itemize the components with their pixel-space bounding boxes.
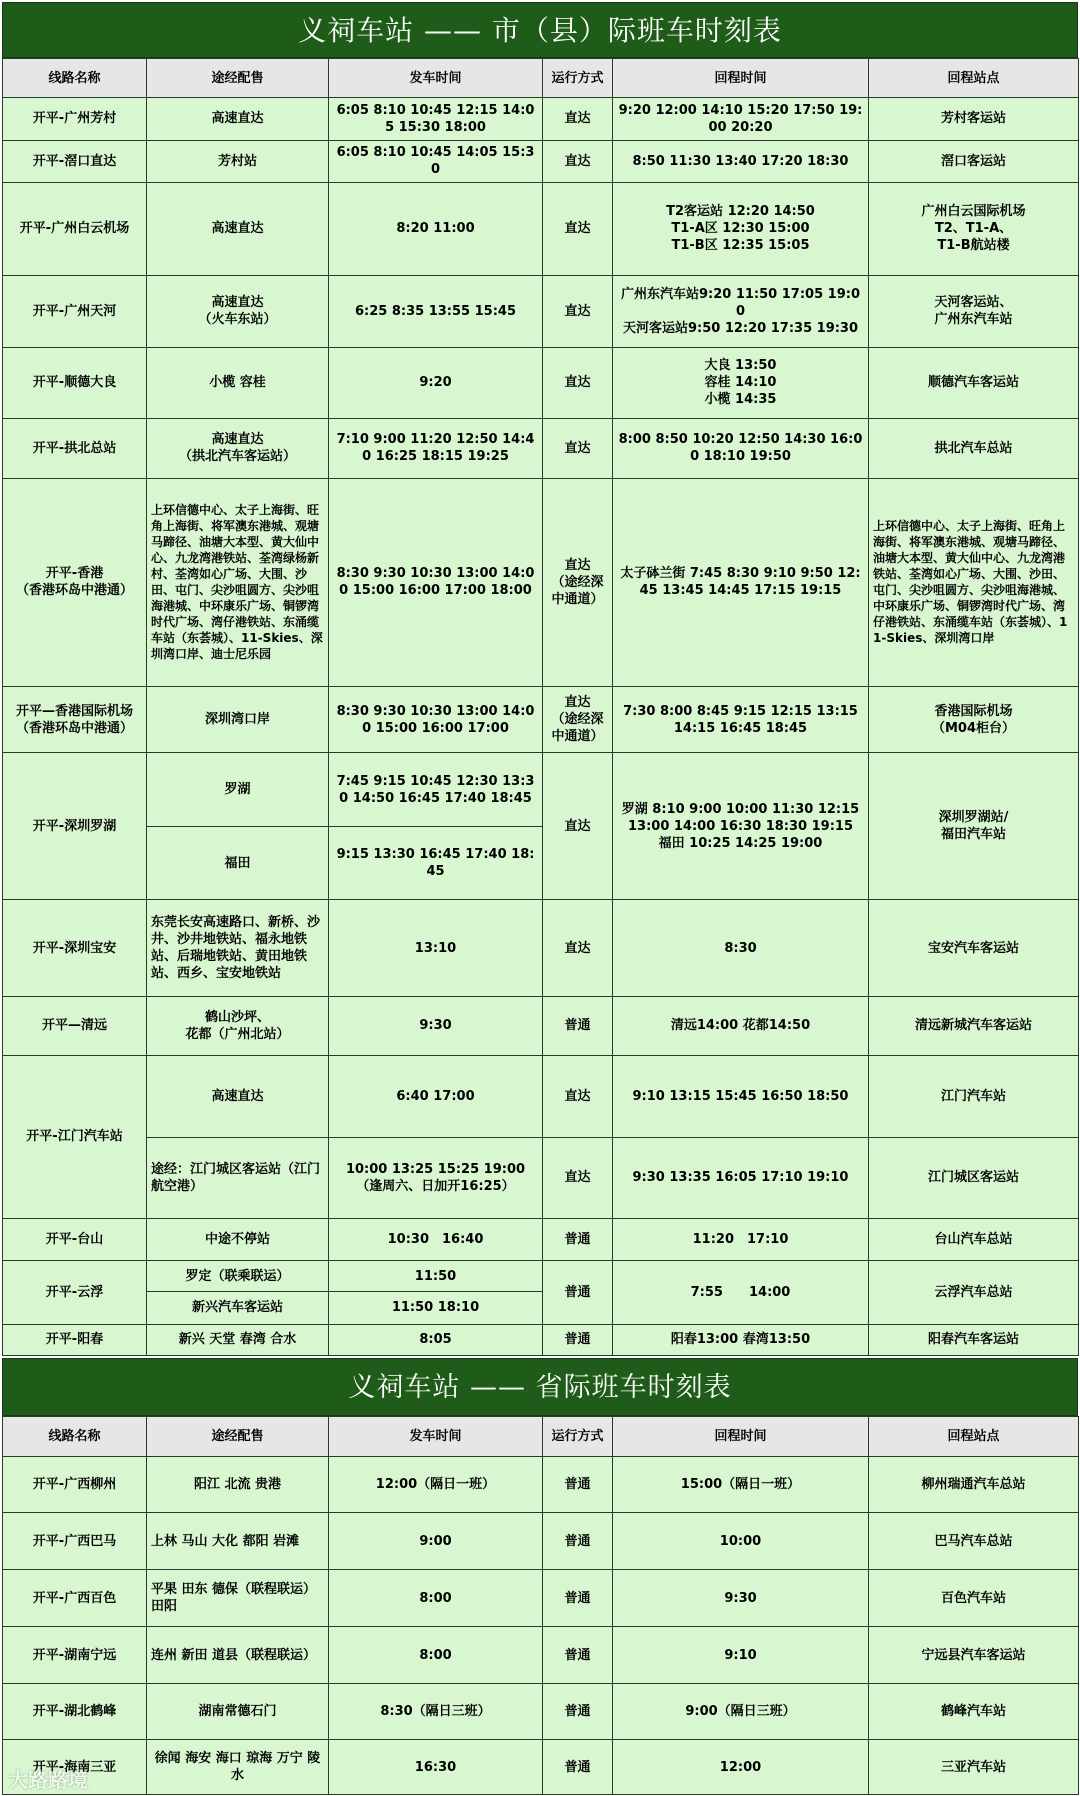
return-station: 深圳罗湖站/ 福田汽车站 [869, 753, 1079, 900]
route-name: 开平-湖北鹤峰 [3, 1684, 147, 1740]
run-mode: 普通 [543, 1513, 613, 1570]
return-times: 罗湖 8:10 9:00 10:00 11:30 12:15 13:00 14:00 16:30 18:30 19:15 福田 10:25 14:25 19:00 [613, 753, 869, 900]
return-times: 太子砵兰街 7:45 8:30 9:10 9:50 12:45 13:45 14:45 17:15 19:15 [613, 479, 869, 687]
return-times: 10:00 [613, 1513, 869, 1570]
route-name: 开平-深圳罗湖 [3, 753, 147, 900]
return-station: 江门城区客运站 [869, 1138, 1079, 1219]
return-station: 鹤峰汽车站 [869, 1684, 1079, 1740]
depart-times: 8:05 [329, 1324, 543, 1355]
return-station: 百色汽车站 [869, 1570, 1079, 1627]
section1-title-text: 义祠车站 —— 市（县）际班车时刻表 [298, 14, 782, 47]
table-row [3, 1684, 1079, 1740]
section2-title [2, 1358, 1078, 1416]
return-times: 广州东汽车站9:20 11:50 17:05 19:00 天河客运站9:50 12:20 17:35 19:30 [613, 275, 869, 348]
return-station: 芳村客运站 [869, 98, 1079, 140]
run-mode: 普通 [543, 1627, 613, 1684]
depart-times: 6:25 8:35 13:55 15:45 [329, 275, 543, 348]
depart-times: 8:30 9:30 10:30 13:00 14:00 15:00 16:00 17:00 [329, 686, 543, 753]
via-stops: 高速直达 [147, 98, 329, 140]
header-return: 回程时间 [613, 59, 869, 98]
table-header [3, 59, 1079, 98]
table-row [3, 1513, 1079, 1570]
run-mode: 直达 [543, 275, 613, 348]
return-times: 8:30 [613, 900, 869, 997]
depart-times: 6:40 17:00 [329, 1055, 543, 1138]
table-row [3, 1627, 1079, 1684]
route-name: 开平-海南三亚 [3, 1740, 147, 1795]
route-name: 开平-台山 [3, 1218, 147, 1260]
via-stops: 罗定（联乘联运） [147, 1261, 329, 1292]
via-stops: 平果 田东 德保（联程联运） 田阳 [147, 1570, 329, 1627]
return-times: T2客运站 12:20 14:50 T1-A区 12:30 15:00 T1-B区 12:35 15:05 [613, 182, 869, 275]
return-station: 天河客运站、 广州东汽车站 [869, 275, 1079, 348]
header-depart: 发车时间 [329, 1417, 543, 1457]
return-times: 9:30 [613, 1570, 869, 1627]
run-mode: 直达 [543, 1055, 613, 1138]
return-times: 15:00（隔日一班） [613, 1457, 869, 1513]
return-times: 9:20 12:00 14:10 15:20 17:50 19:00 20:20 [613, 98, 869, 140]
return-station: 滘口客运站 [869, 140, 1079, 182]
run-mode: 直达 [543, 753, 613, 900]
route-name: 开平-拱北总站 [3, 418, 147, 478]
via-stops: 芳村站 [147, 140, 329, 182]
run-mode: 普通 [543, 1261, 613, 1324]
route-name: 开平-广西柳州 [3, 1457, 147, 1513]
run-mode: 直达 （途经深中通道） [543, 479, 613, 687]
interprovincial-timetable [2, 1416, 1079, 1795]
route-name: 开平-深圳宝安 [3, 900, 147, 997]
depart-times: 12:00（隔日一班） [329, 1457, 543, 1513]
return-times: 9:10 13:15 15:45 16:50 18:50 [613, 1055, 869, 1138]
table-row [3, 418, 1079, 478]
run-mode: 直达 [543, 98, 613, 140]
depart-times: 9:30 [329, 997, 543, 1055]
route-name: 开平-广西百色 [3, 1570, 147, 1627]
return-times: 9:30 13:35 16:05 17:10 19:10 [613, 1138, 869, 1219]
return-times: 8:00 8:50 10:20 12:50 14:30 16:00 18:10 19:50 [613, 418, 869, 478]
depart-times: 9:20 [329, 348, 543, 419]
header-route: 线路名称 [3, 1417, 147, 1457]
return-station: 顺德汽车客运站 [869, 348, 1079, 419]
run-mode: 普通 [543, 1324, 613, 1355]
via-stops: 高速直达 [147, 182, 329, 275]
run-mode: 直达 [543, 182, 613, 275]
table-row [3, 1218, 1079, 1260]
run-mode: 直达 [543, 900, 613, 997]
via-stops: 上林 马山 大化 都阳 岩滩 [147, 1513, 329, 1570]
via-stops: 高速直达 [147, 1055, 329, 1138]
via-stops: 新兴汽车客运站 [147, 1292, 329, 1324]
via-stops: 东莞长安高速路口、新桥、沙井、沙井地铁站、福永地铁站、后瑞地铁站、黄田地铁站、西乡、宝安地铁站 [147, 900, 329, 997]
table-row [3, 1740, 1079, 1795]
via-stops: 深圳湾口岸 [147, 686, 329, 753]
depart-times: 8:30（隔日三班） [329, 1684, 543, 1740]
table-row [3, 1570, 1079, 1627]
route-name: 开平-广西巴马 [3, 1513, 147, 1570]
route-name: 开平-广州天河 [3, 275, 147, 348]
return-times: 清远14:00 花都14:50 [613, 997, 869, 1055]
header-via: 途经配售 [147, 1417, 329, 1457]
depart-times: 10:00 13:25 15:25 19:00 （逢周六、日加开16:25） [329, 1138, 543, 1219]
header-mode: 运行方式 [543, 1417, 613, 1457]
return-times: 7:30 8:00 8:45 9:15 12:15 13:15 14:15 16:45 18:45 [613, 686, 869, 753]
table-row [3, 140, 1079, 182]
route-name: 开平-云浮 [3, 1261, 147, 1324]
depart-times: 11:50 18:10 [329, 1292, 543, 1324]
return-times: 阳春13:00 春湾13:50 [613, 1324, 869, 1355]
return-station: 台山汽车总站 [869, 1218, 1079, 1260]
return-station: 拱北汽车总站 [869, 418, 1079, 478]
via-stops: 徐闻 海安 海口 琼海 万宁 陵水 [147, 1740, 329, 1795]
return-times: 12:00 [613, 1740, 869, 1795]
return-times: 大良 13:50 容桂 14:10 小榄 14:35 [613, 348, 869, 419]
route-name: 开平-顺德大良 [3, 348, 147, 419]
route-name: 开平-广州白云机场 [3, 182, 147, 275]
table-row [3, 1324, 1079, 1355]
via-stops: 罗湖 [147, 753, 329, 827]
depart-times: 7:10 9:00 11:20 12:50 14:40 16:25 18:15 19:25 [329, 418, 543, 478]
return-station: 三亚汽车站 [869, 1740, 1079, 1795]
header-depart: 发车时间 [329, 59, 543, 98]
table-row [3, 182, 1079, 275]
table-row [3, 900, 1079, 997]
table-row [3, 479, 1079, 687]
table-row [3, 686, 1079, 753]
via-stops: 中途不停站 [147, 1218, 329, 1260]
header-via: 途经配售 [147, 59, 329, 98]
depart-times: 8:00 [329, 1627, 543, 1684]
return-times: 8:50 11:30 13:40 17:20 18:30 [613, 140, 869, 182]
return-times: 11:20 17:10 [613, 1218, 869, 1260]
via-stops: 高速直达 （火车东站） [147, 275, 329, 348]
return-times: 9:10 [613, 1627, 869, 1684]
run-mode: 普通 [543, 1218, 613, 1260]
route-name: 开平—香港国际机场 （香港环岛中港通） [3, 686, 147, 753]
depart-times: 9:00 [329, 1513, 543, 1570]
via-stops: 阳江 北流 贵港 [147, 1457, 329, 1513]
header-route: 线路名称 [3, 59, 147, 98]
return-station: 宝安汽车客运站 [869, 900, 1079, 997]
depart-times: 10:30 16:40 [329, 1218, 543, 1260]
return-station: 柳州瑞通汽车总站 [869, 1457, 1079, 1513]
return-station: 江门汽车站 [869, 1055, 1079, 1138]
header-station: 回程站点 [869, 59, 1079, 98]
via-stops: 连州 新田 道县（联程联运） [147, 1627, 329, 1684]
via-stops: 新兴 天堂 春湾 合水 [147, 1324, 329, 1355]
table-row [3, 348, 1079, 419]
run-mode: 直达 [543, 1138, 613, 1219]
header-mode: 运行方式 [543, 59, 613, 98]
section1-title [2, 2, 1078, 58]
run-mode: 普通 [543, 1570, 613, 1627]
depart-times: 11:50 [329, 1261, 543, 1292]
table-row [3, 753, 1079, 827]
table-row [3, 1261, 1079, 1292]
via-stops: 鹤山沙坪、 花都（广州北站） [147, 997, 329, 1055]
header-return: 回程时间 [613, 1417, 869, 1457]
table-row [3, 1138, 1079, 1219]
route-name: 开平-江门汽车站 [3, 1055, 147, 1218]
return-times: 7:55 14:00 [613, 1261, 869, 1324]
depart-times: 6:05 8:10 10:45 12:15 14:05 15:30 18:00 [329, 98, 543, 140]
intercity-timetable [2, 58, 1079, 1356]
return-station: 云浮汽车总站 [869, 1261, 1079, 1324]
depart-times: 7:45 9:15 10:45 12:30 13:30 14:50 16:45 17:40 18:45 [329, 753, 543, 827]
route-name: 开平-湖南宁远 [3, 1627, 147, 1684]
header-station: 回程站点 [869, 1417, 1079, 1457]
depart-times: 6:05 8:10 10:45 14:05 15:30 [329, 140, 543, 182]
via-stops: 湖南常德石门 [147, 1684, 329, 1740]
table-row [3, 275, 1079, 348]
run-mode: 普通 [543, 997, 613, 1055]
table-row [3, 1457, 1079, 1513]
run-mode: 普通 [543, 1740, 613, 1795]
route-name: 开平-滘口直达 [3, 140, 147, 182]
watermark: 大路路境 [8, 1768, 88, 1792]
return-times: 9:00（隔日三班） [613, 1684, 869, 1740]
return-station: 香港国际机场 （M04柜台） [869, 686, 1079, 753]
return-station: 上环信德中心、太子上海街、旺角上海街、将军澳东港城、观塘马蹄径、油塘大本型、黄大仙中心、九龙湾港铁站、荃湾如心广场、大围、沙田、屯门、尖沙咀圆方、尖沙咀海港城、中环康乐广场、铜锣湾时代广场、湾仔港铁站、东涌缆车站（东荟城）、11-Skies、深圳湾口岸 [869, 479, 1079, 687]
depart-times: 9:15 13:30 16:45 17:40 18:45 [329, 826, 543, 900]
run-mode: 直达 [543, 418, 613, 478]
run-mode: 普通 [543, 1457, 613, 1513]
via-stops: 高速直达 （拱北汽车客运站） [147, 418, 329, 478]
table-row [3, 997, 1079, 1055]
section2-title-text: 义祠车站 —— 省际班车时刻表 [348, 1372, 732, 1403]
run-mode: 直达 （途经深中通道） [543, 686, 613, 753]
depart-times: 8:00 [329, 1570, 543, 1627]
run-mode: 直达 [543, 140, 613, 182]
run-mode: 普通 [543, 1684, 613, 1740]
via-stops: 小榄 容桂 [147, 348, 329, 419]
via-stops: 途经：江门城区客运站（江门航空港） [147, 1138, 329, 1219]
route-name: 开平-广州芳村 [3, 98, 147, 140]
depart-times: 13:10 [329, 900, 543, 997]
table-header [3, 1417, 1079, 1457]
route-name: 开平-香港 （香港环岛中港通） [3, 479, 147, 687]
return-station: 巴马汽车总站 [869, 1513, 1079, 1570]
depart-times: 8:30 9:30 10:30 13:00 14:00 15:00 16:00 17:00 18:00 [329, 479, 543, 687]
route-name: 开平—清远 [3, 997, 147, 1055]
table-row [3, 98, 1079, 140]
return-station: 阳春汽车客运站 [869, 1324, 1079, 1355]
route-name: 开平-阳春 [3, 1324, 147, 1355]
table-row [3, 1055, 1079, 1138]
return-station: 清远新城汽车客运站 [869, 997, 1079, 1055]
depart-times: 16:30 [329, 1740, 543, 1795]
return-station: 宁远县汽车客运站 [869, 1627, 1079, 1684]
via-stops: 福田 [147, 826, 329, 900]
run-mode: 直达 [543, 348, 613, 419]
via-stops: 上环信德中心、太子上海街、旺角上海街、将军澳东港城、观塘马蹄径、油塘大本型、黄大仙中心、九龙湾港铁站、荃湾绿杨新村、荃湾如心广场、大围、沙田、屯门、尖沙咀圆方、尖沙咀海港城、中环康乐广场、铜锣湾时代广场、湾仔港铁站、东涌缆车站（东荟城）、11-Skies、深圳湾口岸、迪士尼乐园 [147, 479, 329, 687]
return-station: 广州白云国际机场 T2、T1-A、 T1-B航站楼 [869, 182, 1079, 275]
depart-times: 8:20 11:00 [329, 182, 543, 275]
